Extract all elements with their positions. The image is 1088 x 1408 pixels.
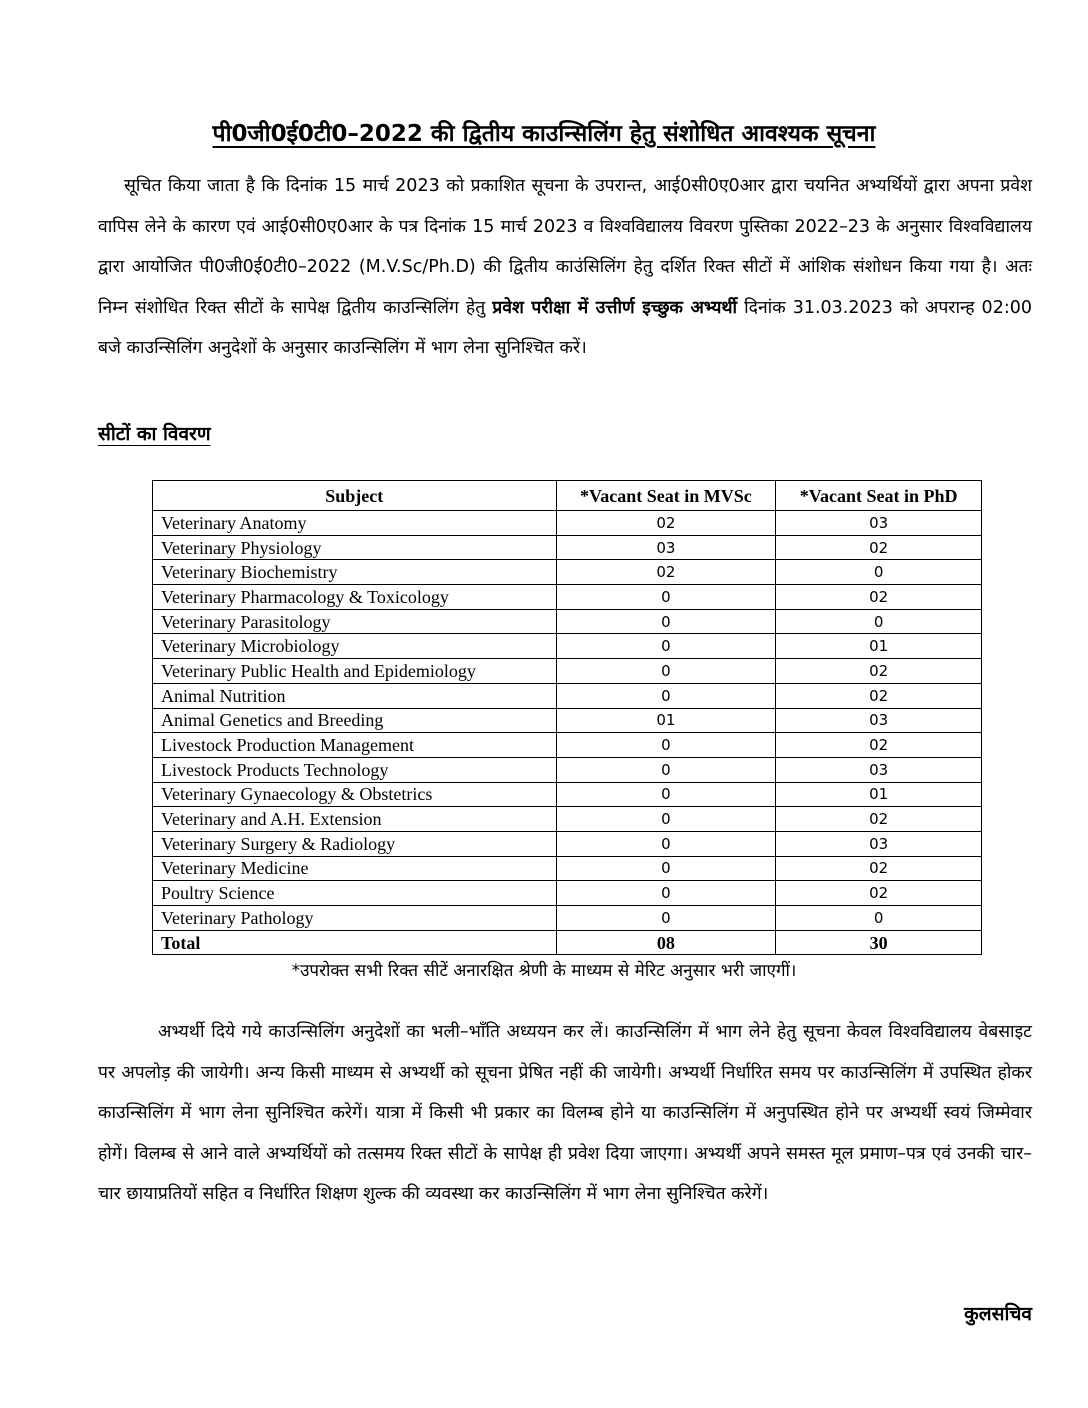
seats-heading: सीटों का विवरण [98,423,211,445]
header-mvsc: *Vacant Seat in MVSc [556,481,776,511]
subject-cell: Veterinary Public Health and Epidemiology [153,659,557,684]
phd-cell: 02 [776,856,982,881]
subject-cell: Veterinary Anatomy [153,511,557,536]
instructions-paragraph: अभ्यर्थी दिये गये काउन्सिलिंग अनुदेशों का भली–भाँति अध्ययन कर लें। काउन्सिलिंग में भाग लेने हेतु सूचना केवल विश्वविद्यालय वेबसाइट पर अपलोड़ की जायेगी। अन्य किसी माध्यम से अभ्यर्थी को सूचना प्रेषित नहीं की जायेगी। अभ्यर्थी निर्धारित समय पर काउन्सिलिंग में उपस्थित होकर काउन्सिलिंग में भाग लेना सुनिश्चित करेगें। यात्रा में किसी भी प्रकार का विलम्ब होने या काउन्सिलिंग में अनुपस्थित होने पर अभ्यर्थी स्वयं जिम्मेवार होगें। विलम्ब से आने वाले अभ्यर्थियों को तत्समय रिक्त सीटों के सापेक्ष ही प्रवेश दिया जाएगा। अभ्यर्थी अपने समस्त मूल प्रमाण–पत्र एवं उनकी चार–चार छायाप्रतियों सहित व निर्धारित शिक्षण शुल्क की व्यवस्था कर काउन्सिलिंग में भाग लेना सुनिश्चित करेगें। [98,1022,1032,1204]
phd-cell: 0 [776,560,982,585]
table-row [153,708,982,733]
subject-cell: Veterinary Pathology [153,906,557,931]
table-row [153,535,982,560]
table-row [153,733,982,758]
table-row [153,906,982,931]
table-row [153,782,982,807]
mvsc-cell: 0 [556,807,776,832]
subject-cell: Veterinary and A.H. Extension [153,807,557,832]
subject-cell: Livestock Production Management [153,733,557,758]
intro-text-part2: दिनांक 31.03.2023 को अपरान्ह 02:00 बजे काउन्सिलिंग अनुदेशों के अनुसार काउन्सिलिंग में भाग लेना सुनिश्चित करें। [98,297,1032,358]
subject-cell: Veterinary Surgery & Radiology [153,831,557,856]
mvsc-cell: 01 [556,708,776,733]
subject-cell: Livestock Products Technology [153,757,557,782]
phd-cell: 02 [776,535,982,560]
seats-table [152,480,982,955]
mvsc-cell: 0 [556,683,776,708]
mvsc-cell: 0 [556,634,776,659]
phd-cell: 03 [776,708,982,733]
table-row [153,634,982,659]
table-row [153,807,982,832]
table-row [153,585,982,610]
header-subject: Subject [153,481,557,511]
table-row [153,609,982,634]
subject-cell: Veterinary Physiology [153,535,557,560]
table-row [153,881,982,906]
table-row [153,560,982,585]
table-header-row [153,481,982,511]
mvsc-cell: 0 [556,881,776,906]
intro-bold-text: प्रवेश परीक्षा में उत्तीर्ण इच्छुक अभ्यर्थी [492,297,738,318]
phd-cell: 02 [776,683,982,708]
table-row [153,757,982,782]
subject-cell: Veterinary Gynaecology & Obstetrics [153,782,557,807]
total-row [153,930,982,955]
subject-cell: Veterinary Microbiology [153,634,557,659]
table-row [153,856,982,881]
subject-cell: Veterinary Parasitology [153,609,557,634]
table-row [153,831,982,856]
header-phd: *Vacant Seat in PhD [776,481,982,511]
subject-cell: Veterinary Medicine [153,856,557,881]
mvsc-cell: 0 [556,782,776,807]
phd-cell: 02 [776,807,982,832]
mvsc-cell: 0 [556,757,776,782]
mvsc-cell: 0 [556,659,776,684]
intro-text-part1: सूचित किया जाता है कि दिनांक 15 मार्च 2023 को प्रकाशित सूचना के उपरान्त, आई0सी0ए0आर द्वारा चयनित अभ्यर्थियों द्वारा अपना प्रवेश वापिस लेने के कारण एवं आई0सी0ए0आर के पत्र दिनांक 15 मार्च 2023 व विश्वविद्यालय विवरण पुस्तिका 2022–23 के अनुसार विश्वविद्यालय द्वारा आयोजित पी0जी0ई0टी0–2022 (M.V.Sc/Ph.D) की द्वितीय काउंसिलिंग हेतु दर्शित रिक्त सीटों में आंशिक संशोधन किया गया है। अतः निम्न संशोधित रिक्त सीटों के सापेक्ष द्वितीय काउन्सिलिंग हेतु [98,176,1032,318]
phd-cell: 02 [776,659,982,684]
notice-title: पी0जी0ई0टी0–2022 की द्वितीय काउन्सिलिंग हेतु संशोधित आवश्यक सूचना [212,121,876,147]
mvsc-cell: 0 [556,856,776,881]
phd-cell: 01 [776,634,982,659]
table-row [153,511,982,536]
phd-cell: 0 [776,906,982,931]
table-row [153,683,982,708]
mvsc-cell: 02 [556,511,776,536]
table-row [153,659,982,684]
signatory: कुलसचिव [964,1303,1032,1325]
subject-cell: Animal Genetics and Breeding [153,708,557,733]
phd-cell: 0 [776,609,982,634]
subject-cell: Veterinary Biochemistry [153,560,557,585]
subject-cell: Veterinary Pharmacology & Toxicology [153,585,557,610]
phd-cell: 03 [776,831,982,856]
subject-cell: Poultry Science [153,881,557,906]
intro-paragraph [98,166,1032,369]
mvsc-cell: 02 [556,560,776,585]
total-phd: 30 [776,930,982,955]
phd-cell: 01 [776,782,982,807]
phd-cell: 03 [776,757,982,782]
footnote: *उपरोक्त सभी रिक्त सीटें अनारक्षित श्रेणी के माध्यम से मेरिट अनुसार भरी जाएगीं। [291,961,797,981]
total-mvsc: 08 [556,930,776,955]
mvsc-cell: 0 [556,831,776,856]
phd-cell: 03 [776,511,982,536]
mvsc-cell: 03 [556,535,776,560]
mvsc-cell: 0 [556,609,776,634]
total-label: Total [153,930,557,955]
mvsc-cell: 0 [556,906,776,931]
mvsc-cell: 0 [556,733,776,758]
phd-cell: 02 [776,881,982,906]
phd-cell: 02 [776,733,982,758]
subject-cell: Animal Nutrition [153,683,557,708]
phd-cell: 02 [776,585,982,610]
mvsc-cell: 0 [556,585,776,610]
